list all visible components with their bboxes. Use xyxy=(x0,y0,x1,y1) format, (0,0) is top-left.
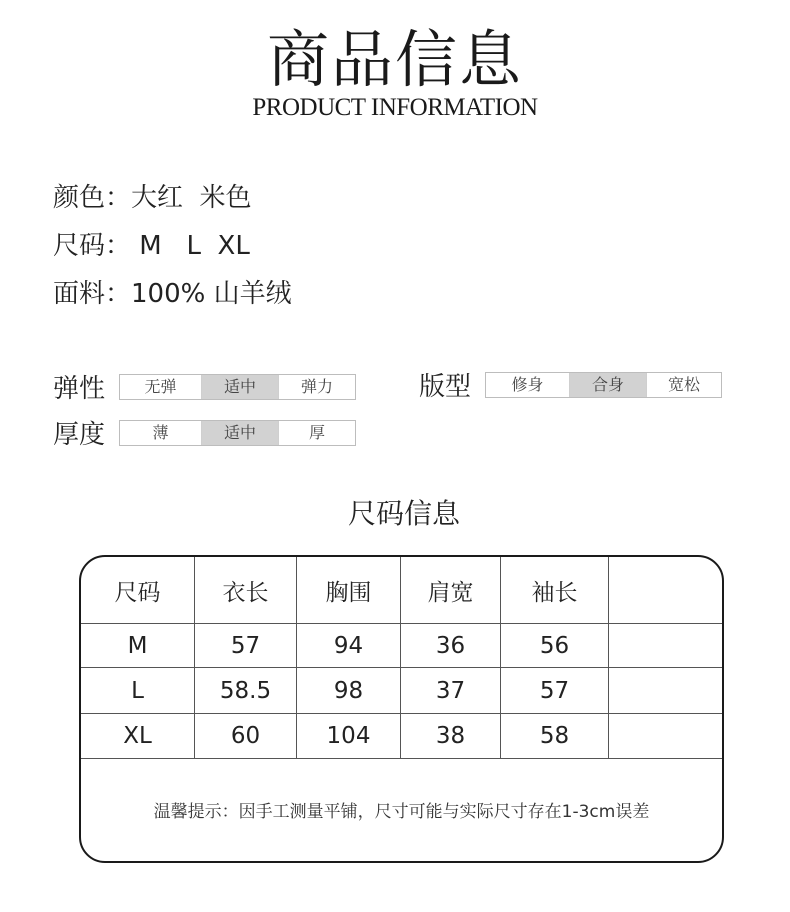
size-table xyxy=(79,555,724,863)
color-line xyxy=(53,180,252,216)
table-divider xyxy=(81,758,722,759)
table-cell: L xyxy=(81,668,195,713)
elasticity-option: 无弹 xyxy=(120,375,202,399)
table-header-cell xyxy=(609,557,722,623)
measurement-note: 温馨提示：因手工测量平铺，尺寸可能与实际尺寸存在1-3cm误差 xyxy=(153,802,650,822)
table-cell: 38 xyxy=(401,714,501,758)
color-value: 大红 米色 xyxy=(131,183,252,213)
fit-attribute xyxy=(419,366,722,403)
fit-label: 版型 xyxy=(419,372,472,402)
material-line xyxy=(53,276,292,312)
page-title-cn: 商品信息 xyxy=(266,23,523,96)
thickness-options xyxy=(119,420,356,446)
thickness-option: 薄 xyxy=(120,421,202,445)
fit-option-selected: 合身 xyxy=(570,373,647,397)
size-label: 尺码： xyxy=(53,231,132,261)
table-cell: 98 xyxy=(297,668,401,713)
elasticity-option: 弹力 xyxy=(300,376,333,396)
fit-option: 宽松 xyxy=(667,374,700,394)
table-row xyxy=(81,668,722,713)
table-cell: 37 xyxy=(401,668,501,713)
table-cell: 58.5 xyxy=(195,668,297,713)
table-header-cell: 肩宽 xyxy=(401,557,501,623)
table-cell xyxy=(609,714,722,758)
table-cell: 94 xyxy=(297,624,401,667)
table-cell: M xyxy=(81,624,195,667)
table-cell: 56 xyxy=(501,624,609,667)
table-cell: XL xyxy=(81,714,195,758)
size-info-title: 尺码信息 xyxy=(347,497,460,530)
table-header-cell: 袖长 xyxy=(501,557,609,623)
page-title-en: PRODUCT INFORMATION xyxy=(252,94,538,121)
table-cell: 57 xyxy=(195,624,297,667)
elasticity-option-selected: 适中 xyxy=(202,375,279,399)
table-header-cell: 尺码 xyxy=(81,557,195,623)
thickness-option: 厚 xyxy=(308,422,325,442)
thickness-option-selected: 适中 xyxy=(202,421,279,445)
fit-option: 修身 xyxy=(486,373,570,397)
material-value: 100% 山羊绒 xyxy=(131,279,292,309)
table-cell: 36 xyxy=(401,624,501,667)
table-header-cell: 衣长 xyxy=(195,557,297,623)
table-cell: 58 xyxy=(501,714,609,758)
table-cell xyxy=(609,624,722,667)
table-header-row xyxy=(81,557,722,623)
table-row xyxy=(81,714,722,758)
size-line xyxy=(53,228,250,264)
table-header-cell: 胸围 xyxy=(297,557,401,623)
fit-options xyxy=(485,372,722,398)
material-label: 面料： xyxy=(53,279,132,309)
elasticity-label: 弹性 xyxy=(53,374,106,404)
table-cell: 60 xyxy=(195,714,297,758)
table-cell xyxy=(609,668,722,713)
elasticity-options xyxy=(119,374,356,400)
thickness-attribute xyxy=(53,414,356,451)
table-row xyxy=(81,624,722,667)
color-label: 颜色： xyxy=(53,183,132,213)
table-cell: 57 xyxy=(501,668,609,713)
size-value: M L XL xyxy=(131,231,250,261)
thickness-label: 厚度 xyxy=(53,420,106,450)
table-cell: 104 xyxy=(297,714,401,758)
elasticity-attribute xyxy=(53,368,356,405)
